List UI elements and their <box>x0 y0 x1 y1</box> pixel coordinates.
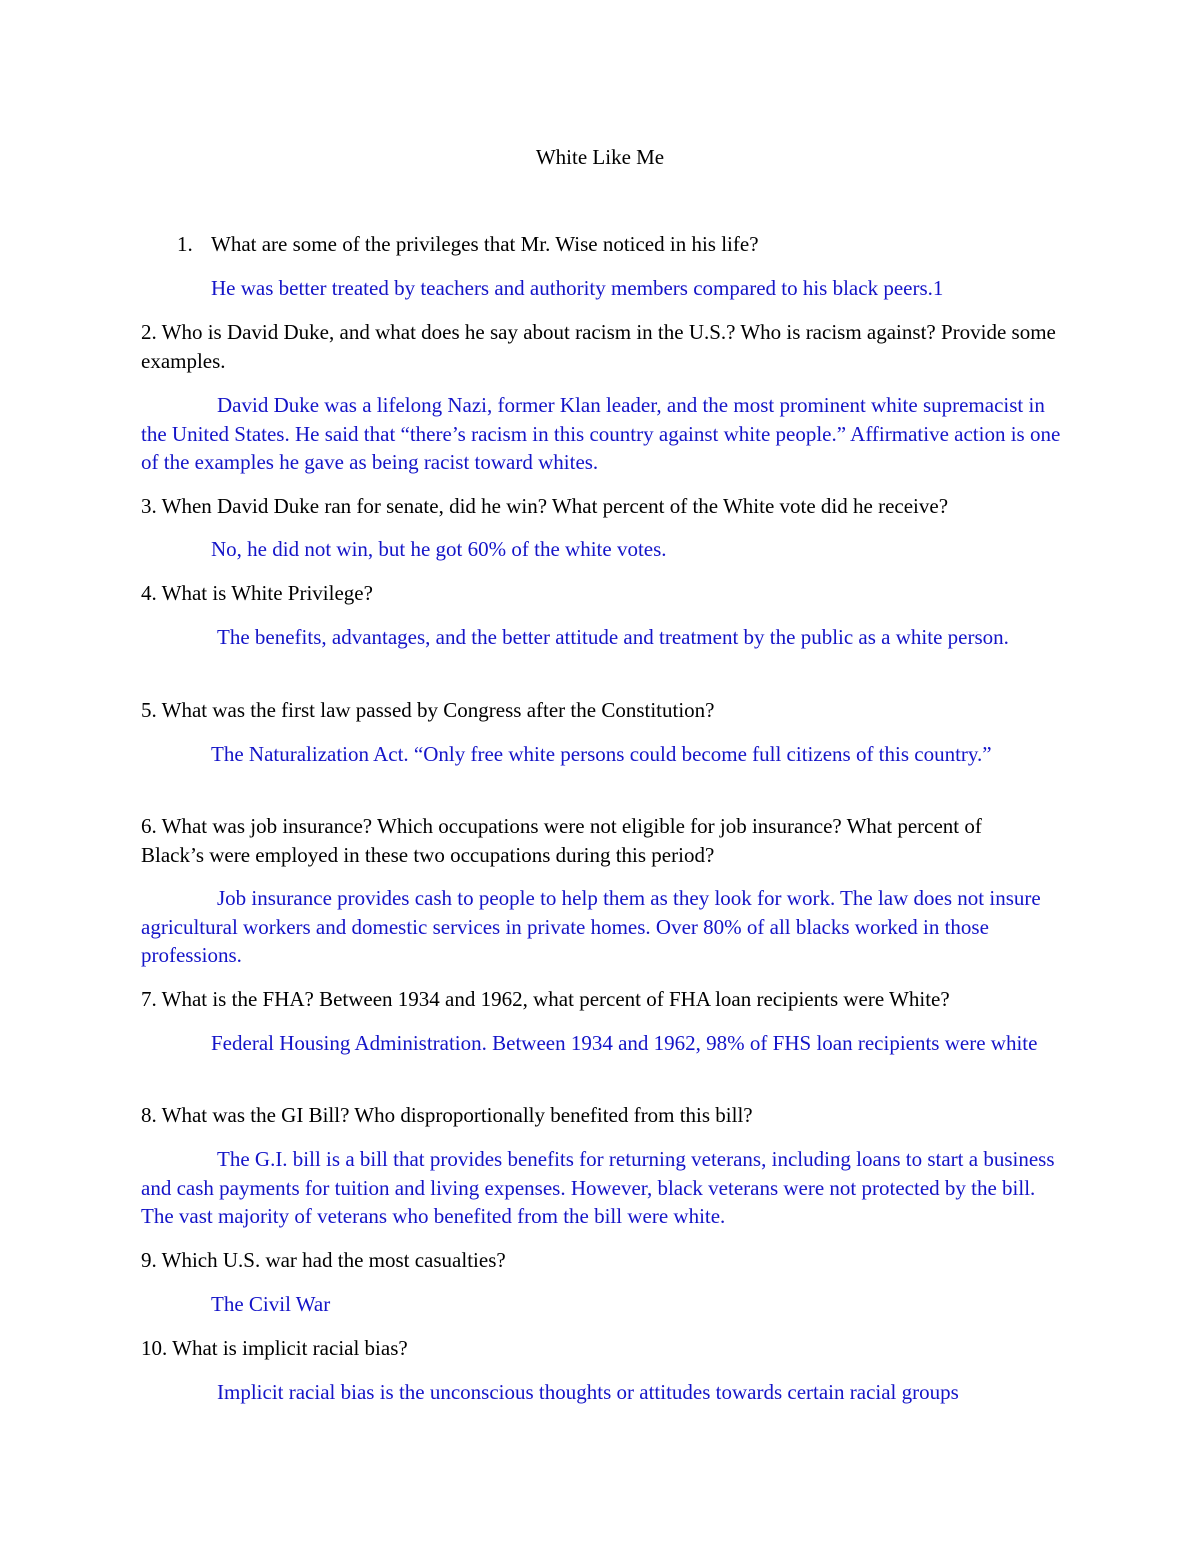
question-7: 7. What is the FHA? Between 1934 and 1962, what percent of FHA loan recipients were White? <box>141 987 950 1011</box>
question-1 <box>177 230 759 259</box>
question-8: 8. What was the GI Bill? Who disproportionally benefited from this bill? <box>141 1103 753 1127</box>
question-2: 2. Who is David Duke, and what does he say about racism in the U.S.? Who is racism against? Provide some examples. <box>141 320 1056 373</box>
answer-7-text: Federal Housing Administration. Between 1934 and 1962, 98% of FHS loan recipients were white <box>211 1031 1038 1055</box>
question-10: 10. What is implicit racial bias? <box>141 1336 408 1360</box>
answer-2-text: David Duke was a lifelong Nazi, former Klan leader, and the most prominent white supremacist in the United States. He said that “there’s racism in this country against white people.” Affirmative action is one of the examples he gave as being racist toward whites. <box>141 393 1061 474</box>
answer-1: He was better treated by teachers and authority members compared to his black peers.1 <box>211 276 944 300</box>
answer-4-text: The benefits, advantages, and the better attitude and treatment by the public as a white person. <box>217 625 1009 649</box>
question-4: 4. What is White Privilege? <box>141 581 373 605</box>
question-1-number: 1. <box>177 232 193 256</box>
question-6: 6. What was job insurance? Which occupations were not eligible for job insurance? What percent of Black’s were employed in these two occupations during this period? <box>141 814 982 867</box>
question-5: 5. What was the first law passed by Congress after the Constitution? <box>141 698 715 722</box>
answer-5 <box>141 740 1061 769</box>
answer-7 <box>141 1029 1061 1058</box>
question-9: 9. Which U.S. war had the most casualties? <box>141 1248 506 1272</box>
answer-9: The Civil War <box>211 1292 331 1316</box>
answer-4 <box>141 623 1061 652</box>
question-1-text: What are some of the privileges that Mr. Wise noticed in his life? <box>211 232 759 256</box>
answer-8-text: The G.I. bill is a bill that provides benefits for returning veterans, including loans to start a business and cash payments for tuition and living expenses. However, black veterans were not protected by the bill. The vast majority of veterans who benefited from the bill were white. <box>141 1147 1055 1228</box>
answer-10: Implicit racial bias is the unconscious thoughts or attitudes towards certain racial groups <box>217 1380 959 1404</box>
document-title: White Like Me <box>535 145 665 169</box>
answer-8 <box>141 1145 1066 1231</box>
answer-5-text: The Naturalization Act. “Only free white persons could become full citizens of this country.” <box>211 742 992 766</box>
answer-6-text: Job insurance provides cash to people to help them as they look for work. The law does not insure agricultural workers and domestic services in private homes. Over 80% of all blacks worked in those professions. <box>141 886 1041 967</box>
question-3: 3. When David Duke ran for senate, did he win? What percent of the White vote did he receive? <box>141 494 949 518</box>
answer-6 <box>141 884 1061 970</box>
answer-3: No, he did not win, but he got 60% of the white votes. <box>211 537 667 561</box>
answer-2 <box>141 391 1061 477</box>
